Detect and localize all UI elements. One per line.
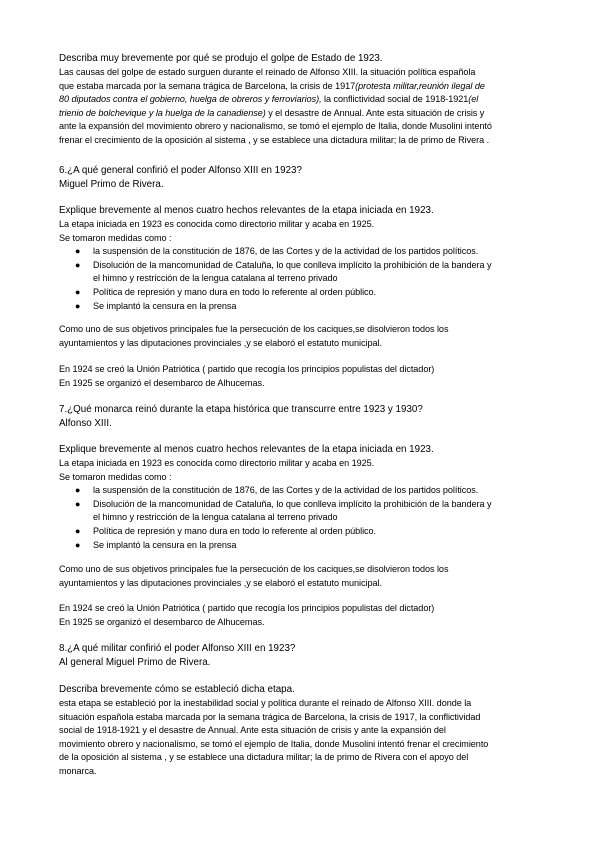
union-patriotica-paragraph <box>59 602 545 629</box>
list-item: ● Se implantó la censura en la prensa <box>59 539 545 553</box>
question-7-section <box>59 403 545 431</box>
bullet-icon: ● <box>75 539 81 550</box>
bullet-icon: ● <box>75 259 81 270</box>
caciques-paragraph <box>59 563 545 590</box>
bullet-icon: ● <box>75 286 81 297</box>
bullet-icon: ● <box>75 498 81 509</box>
question-6: 6.¿A qué general confirió el poder Alfonso XIII en 1923? <box>59 165 302 176</box>
etapa-section <box>59 683 545 779</box>
question-6-section <box>59 164 545 192</box>
answer-line: En 1924 se creó la Unión Patriótica ( partido que recogía los principios populistas del dictador) <box>59 364 435 374</box>
list-item-continuation: el himno y restricción de la lengua catalana al terreno privado <box>93 273 338 284</box>
question-hechos: Explique brevemente al menos cuatro hechos relevantes de la etapa iniciada en 1923. <box>59 205 434 216</box>
answer-line: ayuntamientos y las diputaciones provinciales ,y se elaboró el estatuto municipal. <box>59 577 382 588</box>
answer-line: esta etapa se estableció por la inestabilidad social y política durante el reinado de Alfonso XIII. donde la <box>59 698 472 708</box>
list-item: ● Política de represión y mano dura en todo lo referente al orden público. <box>59 525 545 539</box>
union-patriotica-paragraph <box>59 363 545 390</box>
answer-8: Al general Miguel Primo de Rivera. <box>59 657 211 668</box>
answer-line: trienio de bolchevique y la huelga de la canadiense) y el desastre de Annual. Ante esta situación de crisis y <box>59 107 485 118</box>
question-golpe: Describa muy brevemente por qué se produjo el golpe de Estado de 1923. <box>59 53 383 64</box>
list-item: ● Se implantó la censura en la prensa <box>59 300 545 314</box>
measures-list <box>59 484 545 552</box>
list-item-continuation: el himno y restricción de la lengua catalana al terreno privado <box>93 512 338 523</box>
answer-line: ayuntamientos y las diputaciones provinciales ,y se elaboró el estatuto municipal. <box>59 337 382 348</box>
question-7: 7.¿Qué monarca reinó durante la etapa histórica que transcurre entre 1923 y 1930? <box>59 404 423 415</box>
list-item: ● la suspensión de la constitución de 1876, de las Cortes y de la actividad de los partidos políticos. <box>59 484 545 498</box>
caciques-paragraph <box>59 323 545 350</box>
bullet-icon: ● <box>75 246 81 257</box>
answer-line: Como uno de sus objetivos principales fue la persecución de los caciques,se disolvieron todos los <box>59 564 449 574</box>
answer-line: En 1924 se creó la Unión Patriótica ( partido que recogía los principios populistas del dictador) <box>59 603 435 613</box>
answer-line: que estaba marcada por la semana trágica de Barcelona, la crisis de 1917(protesta militar,reunión ilegal de <box>59 80 485 91</box>
answer-line: Se tomaron medidas como : <box>59 232 172 243</box>
answer-line: movimiento obrero y nacionalismo, se tomó el ejemplo de Italia, donde Musolini intentó frenar el crecimiento <box>59 738 489 749</box>
hechos-section-1 <box>59 204 545 313</box>
answer-line: La etapa iniciada en 1923 es conocida como directorio militar y acaba en 1925. <box>59 219 375 229</box>
answer-line: ante la expansión del movimiento obrero y nacionalismo, se tomó el ejemplo de Italia, donde Musolini intentó <box>59 121 492 132</box>
list-item: ● Política de represión y mano dura en todo lo referente al orden público. <box>59 286 545 300</box>
answer-line: monarca. <box>59 765 97 776</box>
answer-line: Se tomaron medidas como : <box>59 471 172 482</box>
list-item: ● Disolución de la mancomunidad de Cataluña, lo que conlleva implícito la prohibición de la bandera y <box>59 259 545 273</box>
answer-line: frenar el crecimiento de la oposición al sistema , y se establece una dictadura militar; la de primo de Rivera . <box>59 134 490 145</box>
answer-7: Alfonso XIII. <box>59 418 112 429</box>
question-etapa: Describa brevemente cómo se estableció dicha etapa. <box>59 684 295 695</box>
bullet-icon: ● <box>75 525 81 536</box>
answer-line: social de 1918-1921 y el desastre de Annual. Ante esta situación de crisis y ante la expansión del <box>59 725 446 736</box>
list-item: ● la suspensión de la constitución de 1876, de las Cortes y de la actividad de los partidos políticos. <box>59 245 545 259</box>
hechos-section-2 <box>59 443 545 552</box>
answer-line: de la oposición al sistema , y se establece una dictadura militar; la de primo de Rivera con el apoyo del <box>59 752 469 763</box>
bullet-icon: ● <box>75 300 81 311</box>
answer-6: Miguel Primo de Rivera. <box>59 179 164 190</box>
answer-line: 80 diputados contra el gobierno, huelga de obreros y ferroviarios), la conflictividad social de 1918-1921(el <box>59 94 479 105</box>
list-item: ● Disolución de la mancomunidad de Cataluña, lo que conlleva implícito la prohibición de la bandera y <box>59 498 545 512</box>
measures-list <box>59 245 545 313</box>
question-8-section <box>59 642 545 670</box>
answer-line: En 1925 se organizó el desembarco de Alhucemas. <box>59 616 265 627</box>
answer-line: En 1925 se organizó el desembarco de Alhucemas. <box>59 377 265 388</box>
answer-line: La etapa iniciada en 1923 es conocida como directorio militar y acaba en 1925. <box>59 458 375 468</box>
answer-line: Como uno de sus objetivos principales fue la persecución de los caciques,se disolvieron todos los <box>59 324 449 334</box>
golpe-estado-section <box>59 52 545 148</box>
answer-line: Las causas del golpe de estado surguen durante el reinado de Alfonso XIII. la situación política española <box>59 67 476 77</box>
question-8: 8.¿A qué militar confirió el poder Alfonso XIII en 1923? <box>59 643 296 654</box>
question-hechos: Explique brevemente al menos cuatro hechos relevantes de la etapa iniciada en 1923. <box>59 444 434 455</box>
bullet-icon: ● <box>75 485 81 496</box>
answer-line: situación española estaba marcada por la semana trágica de Barcelona, la crisis de 1917, la conflictividad <box>59 711 481 722</box>
